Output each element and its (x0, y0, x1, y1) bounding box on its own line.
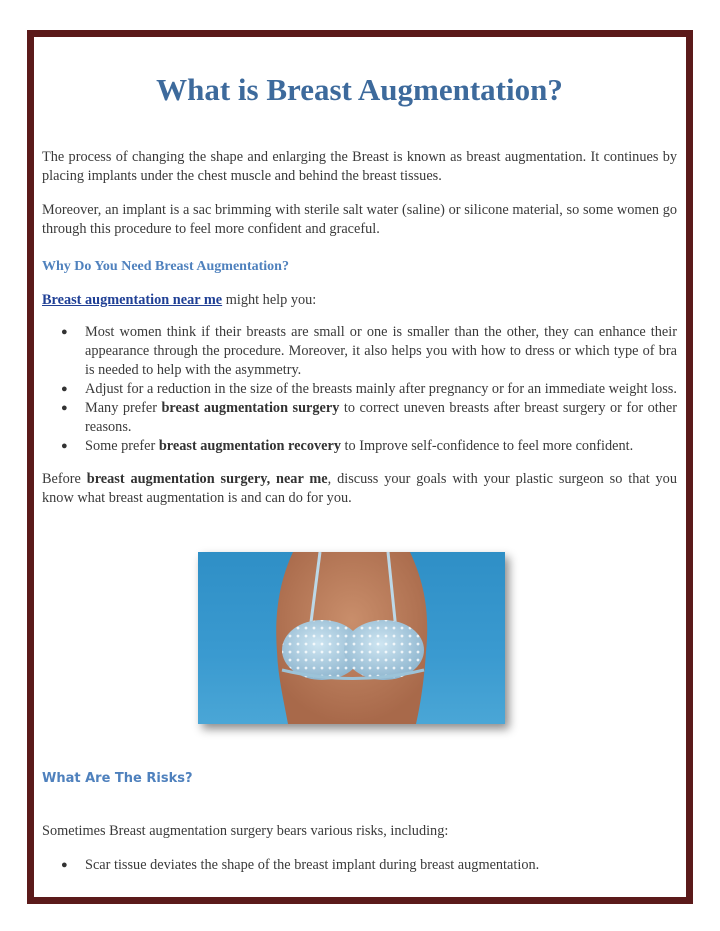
closing-bold: breast augmentation surgery, near me (86, 471, 328, 487)
list-item-bold: breast augmentation surgery (161, 400, 340, 416)
intro-line-rest: might help you: (222, 292, 317, 308)
list-item-text: Scar tissue deviates the shape of the breast implant during breast augmentation. (85, 857, 540, 873)
list-item (42, 856, 677, 875)
bullet-icon: ● (61, 440, 68, 452)
risks-intro: Sometimes Breast augmentation surgery bears various risks, including: (42, 823, 449, 839)
breast-augmentation-link[interactable]: Breast augmentation near me (42, 292, 223, 308)
list-item-text: Many prefer (85, 400, 162, 416)
section-heading-risks: What Are The Risks? (42, 771, 193, 786)
risks-list (42, 856, 677, 875)
list-item (42, 437, 677, 456)
list-item-text: to Improve self-confidence to feel more confident. (340, 438, 634, 454)
list-item-text: Some prefer (85, 438, 159, 454)
page-frame-left (27, 30, 34, 904)
bullet-icon: ● (61, 402, 68, 414)
list-item (42, 380, 677, 399)
page-frame-top (27, 30, 693, 37)
intro-paragraph: The process of changing the shape and enlarging the Breast is known as breast augmentation. It continues by placing implants under the chest muscle and behind the breast tissues. (42, 149, 677, 184)
bullet-icon: ● (61, 326, 68, 338)
document-body (42, 70, 677, 508)
closing-paragraph (42, 470, 677, 508)
list-item-text: Most women think if their breasts are small or one is smaller than the other, they can enhance their appearance through the procedure. Moreover, it also helps you with how to dress or which type of bra is needed to help with the asymmetry. (85, 324, 677, 378)
list-item (42, 323, 677, 380)
list-item-text: to correct uneven breasts after breast surgery or for other reasons. (85, 400, 677, 435)
closing-text: , discuss your goals with your plastic surgeon so that you know what breast augmentation is and can do for you. (42, 471, 677, 506)
page-frame-bottom (27, 897, 693, 904)
list-item-text: Adjust for a reduction in the size of the breasts mainly after pregnancy or for an immediate weight loss. (85, 381, 677, 397)
page-title: What is Breast Augmentation? (156, 72, 563, 107)
intro-line (42, 291, 677, 310)
page-frame-right (686, 30, 693, 904)
torso-illustration (198, 552, 505, 724)
breast-augmentation-photo (198, 552, 505, 724)
list-item-bold: breast augmentation recovery (158, 438, 341, 454)
section-heading-why: Why Do You Need Breast Augmentation? (42, 259, 289, 274)
bullet-icon: ● (61, 859, 68, 871)
list-item (42, 399, 677, 437)
implant-paragraph: Moreover, an implant is a sac brimming with sterile salt water (saline) or silicone material, so some women go through this procedure to feel more confident and graceful. (42, 202, 677, 237)
closing-text: Before (42, 471, 87, 487)
reasons-list (42, 323, 677, 456)
bullet-icon: ● (61, 383, 68, 395)
